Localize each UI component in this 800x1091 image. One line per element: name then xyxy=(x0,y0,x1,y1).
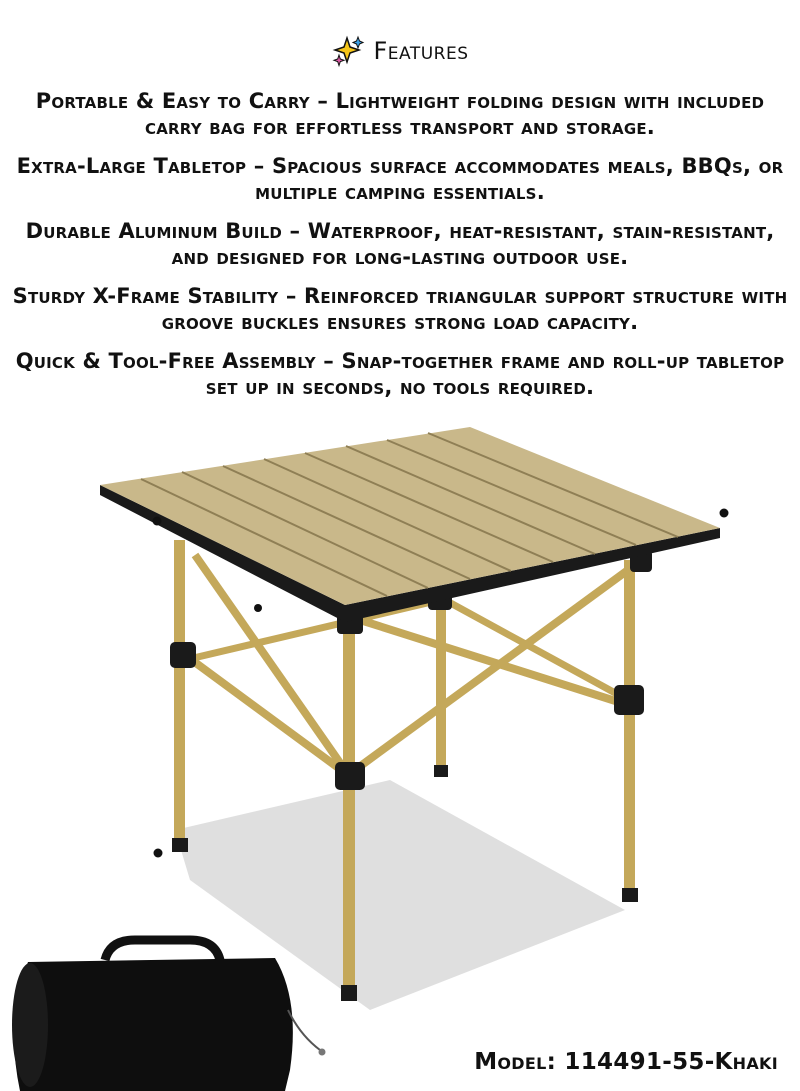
frame-joint xyxy=(170,642,196,668)
frame-joint xyxy=(614,685,644,715)
model-label: Model: xyxy=(474,1049,557,1075)
feature-separator: – xyxy=(323,349,334,373)
feature-separator: – xyxy=(285,284,297,308)
feature-title: Durable Aluminum Build xyxy=(25,219,282,243)
feature-title: Quick & Tool-Free Assembly xyxy=(15,349,316,373)
carry-bag-image xyxy=(12,940,326,1091)
feature-separator: – xyxy=(289,219,301,243)
table-leg-foot xyxy=(341,985,357,1001)
bag-toggle xyxy=(319,1049,326,1056)
feature-list xyxy=(0,88,800,413)
bag-end xyxy=(12,963,48,1087)
feature-description: Reinforced triangular support structure with groove buckles ensures strong load capacity. xyxy=(161,284,788,334)
product-illustration xyxy=(0,410,800,1091)
feature-item xyxy=(10,283,790,335)
model-value: 114491-55-Khaki xyxy=(564,1049,778,1075)
table-leg-foot xyxy=(622,888,638,902)
feature-description: Spacious surface accommodates meals, BBQs, or multiple camping essentials. xyxy=(255,154,784,204)
table-leg xyxy=(624,560,635,890)
feature-title: Portable & Easy to Carry xyxy=(35,89,310,113)
feature-item xyxy=(10,348,790,400)
table-leg xyxy=(436,600,446,768)
decorative-dot xyxy=(154,849,163,858)
decorative-dot xyxy=(720,509,729,518)
bag-body xyxy=(14,958,293,1091)
feature-separator: – xyxy=(317,89,329,113)
x-brace xyxy=(360,620,628,705)
feature-item xyxy=(10,153,790,205)
feature-item xyxy=(10,218,790,270)
sparkle-icon xyxy=(331,34,365,68)
x-brace xyxy=(185,655,348,775)
model-number xyxy=(474,1049,778,1075)
feature-description: Snap-together frame and roll-up tabletop set up in seconds, no tools required. xyxy=(205,349,785,399)
feature-title: Extra-Large Tabletop xyxy=(16,154,247,178)
bag-handle xyxy=(105,940,220,960)
feature-title: Sturdy X-Frame Stability xyxy=(12,284,279,308)
table-leg-foot xyxy=(172,838,188,852)
table-leg-foot xyxy=(434,765,448,777)
feature-item xyxy=(10,88,790,140)
decorative-dot xyxy=(153,517,162,526)
feature-description: Waterproof, heat-resistant, stain-resistant, and designed for long-lasting outdoor use. xyxy=(171,219,775,269)
header-title: Features xyxy=(373,37,469,65)
table-leg xyxy=(343,620,355,990)
table-leg xyxy=(174,540,185,845)
header xyxy=(0,34,800,68)
decorative-dot xyxy=(254,604,262,612)
feature-description: Lightweight folding design with included carry bag for effortless transport and storage. xyxy=(145,89,765,139)
frame-joint xyxy=(335,762,365,790)
feature-separator: – xyxy=(253,154,265,178)
